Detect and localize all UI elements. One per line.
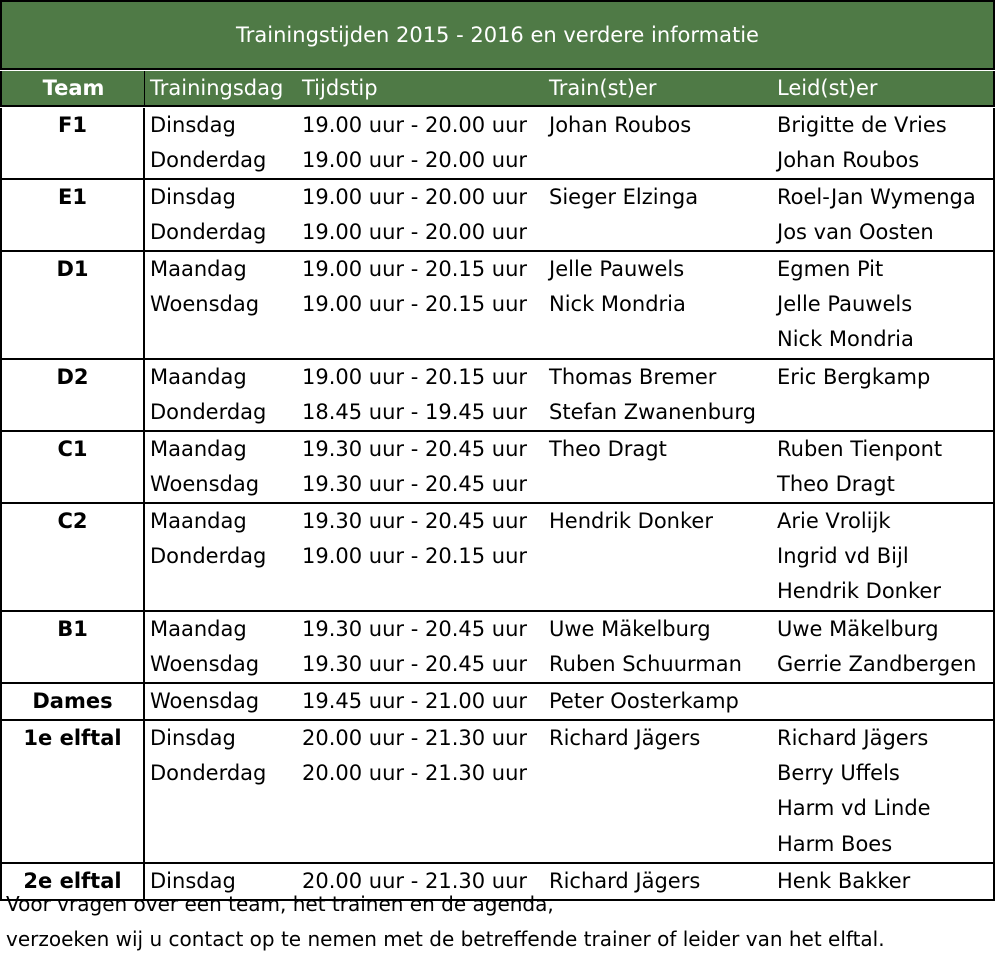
table-header xyxy=(0,71,995,107)
trainer-name: Richard Jägers xyxy=(549,726,701,750)
training-day: Woensdag xyxy=(150,292,260,317)
trainer-name: Richard Jägers xyxy=(549,869,701,893)
column-divider xyxy=(143,721,145,862)
training-day: Maandag xyxy=(150,437,247,461)
leader-name: Harm vd Linde xyxy=(777,796,931,821)
leader-name: Egmen Pit xyxy=(777,257,884,281)
leader-name: Uwe Mäkelburg xyxy=(777,617,939,641)
training-time: 19.00 uur - 20.15 uur xyxy=(302,544,528,569)
training-time: 20.00 uur - 21.30 uur xyxy=(302,761,528,786)
leader-name: Jelle Pauwels xyxy=(777,292,913,317)
trainer-name: Hendrik Donker xyxy=(549,509,713,533)
leader-name: Hendrik Donker xyxy=(777,579,941,604)
trainer-name: Sieger Elzinga xyxy=(549,185,699,209)
team-name: D2 xyxy=(56,365,89,389)
page-title xyxy=(0,0,995,70)
team-name: E1 xyxy=(58,185,87,209)
training-time: 19.00 uur - 20.00 uur xyxy=(302,185,528,209)
team-name: 1e elftal xyxy=(23,726,122,750)
team-row xyxy=(0,252,995,360)
training-time: 19.30 uur - 20.45 uur xyxy=(302,437,528,461)
team-row xyxy=(0,612,995,684)
training-time: 20.00 uur - 21.30 uur xyxy=(302,726,528,750)
column-divider xyxy=(143,108,145,178)
leader-name: Harm Boes xyxy=(777,831,893,856)
training-day: Dinsdag xyxy=(150,185,236,209)
training-day: Woensdag xyxy=(150,472,260,497)
column-divider xyxy=(143,612,145,682)
column-divider xyxy=(143,504,145,610)
training-day: Dinsdag xyxy=(150,869,236,893)
leader-name: Johan Roubos xyxy=(777,148,920,173)
trainer-name: Theo Dragt xyxy=(549,437,667,461)
leader-name: Henk Bakker xyxy=(777,869,911,893)
header-team: Team xyxy=(42,76,105,100)
leader-name: Nick Mondria xyxy=(777,327,914,352)
training-day: Maandag xyxy=(150,365,247,389)
column-divider xyxy=(143,360,145,430)
leader-name: Richard Jägers xyxy=(777,726,929,750)
training-time: 19.30 uur - 20.45 uur xyxy=(302,472,528,497)
header-leader: Leid(st)er xyxy=(777,76,878,100)
training-time: 19.30 uur - 20.45 uur xyxy=(302,509,528,533)
training-time: 20.00 uur - 21.30 uur xyxy=(302,869,528,893)
leader-name: Berry Uffels xyxy=(777,761,900,786)
leader-name: Eric Bergkamp xyxy=(777,365,931,389)
footer-line-1: Voor vragen over een team, het trainen en de agenda, xyxy=(6,892,554,916)
trainer-name: Peter Oosterkamp xyxy=(549,689,739,713)
team-row xyxy=(0,432,995,504)
team-row xyxy=(0,360,995,432)
header-day: Trainingsdag xyxy=(150,76,284,100)
leader-name: Brigitte de Vries xyxy=(777,113,947,137)
leader-name: Ruben Tienpont xyxy=(777,437,943,461)
training-day: Maandag xyxy=(150,257,247,281)
training-time: 19.00 uur - 20.00 uur xyxy=(302,113,528,137)
footer-line-2: verzoeken wij u contact op te nemen met de betreffende trainer of leider van het elftal. xyxy=(6,927,885,951)
team-name: Dames xyxy=(32,689,113,713)
team-name: 2e elftal xyxy=(23,869,122,893)
column-divider xyxy=(143,684,145,719)
leader-name: Theo Dragt xyxy=(777,472,895,497)
training-day: Donderdag xyxy=(150,544,267,569)
trainer-name: Ruben Schuurman xyxy=(549,652,742,677)
column-divider xyxy=(143,432,145,502)
team-name: F1 xyxy=(58,113,87,137)
training-time: 19.00 uur - 20.15 uur xyxy=(302,292,528,317)
header-time: Tijdstip xyxy=(302,76,378,100)
column-divider xyxy=(143,180,145,250)
trainer-name: Stefan Zwanenburg xyxy=(549,400,756,425)
training-day: Maandag xyxy=(150,509,247,533)
training-time: 19.30 uur - 20.45 uur xyxy=(302,652,528,677)
training-day: Woensdag xyxy=(150,652,260,677)
team-row xyxy=(0,504,995,612)
header-trainer: Train(st)er xyxy=(549,76,657,100)
trainer-name: Nick Mondria xyxy=(549,292,686,317)
leader-name: Ingrid vd Bijl xyxy=(777,544,909,569)
trainer-name: Johan Roubos xyxy=(549,113,692,137)
training-time: 19.45 uur - 21.00 uur xyxy=(302,689,528,713)
leader-name: Jos van Oosten xyxy=(777,220,934,245)
training-day: Dinsdag xyxy=(150,113,236,137)
training-time: 19.00 uur - 20.15 uur xyxy=(302,365,528,389)
team-row xyxy=(0,721,995,864)
team-name: C1 xyxy=(57,437,88,461)
trainer-name: Thomas Bremer xyxy=(549,365,717,389)
team-row xyxy=(0,684,995,721)
title-text: Trainingstijden 2015 - 2016 en verdere informatie xyxy=(236,23,759,47)
training-time: 19.00 uur - 20.00 uur xyxy=(302,148,528,173)
team-name: D1 xyxy=(56,257,89,281)
team-row xyxy=(0,108,995,180)
team-name: C2 xyxy=(57,509,88,533)
training-time: 19.30 uur - 20.45 uur xyxy=(302,617,528,641)
training-day: Donderdag xyxy=(150,220,267,245)
training-day: Donderdag xyxy=(150,148,267,173)
training-day: Woensdag xyxy=(150,689,260,713)
trainer-name: Uwe Mäkelburg xyxy=(549,617,711,641)
column-divider xyxy=(143,252,145,358)
training-day: Donderdag xyxy=(150,400,267,425)
training-day: Donderdag xyxy=(150,761,267,786)
training-day: Maandag xyxy=(150,617,247,641)
training-time: 19.00 uur - 20.15 uur xyxy=(302,257,528,281)
trainer-name: Jelle Pauwels xyxy=(549,257,685,281)
training-day: Dinsdag xyxy=(150,726,236,750)
leader-name: Arie Vrolijk xyxy=(777,509,891,533)
leader-name: Roel-Jan Wymenga xyxy=(777,185,976,209)
training-time: 18.45 uur - 19.45 uur xyxy=(302,400,528,425)
team-row xyxy=(0,180,995,252)
training-time: 19.00 uur - 20.00 uur xyxy=(302,220,528,245)
team-name: B1 xyxy=(57,617,88,641)
leader-name: Gerrie Zandbergen xyxy=(777,652,977,677)
